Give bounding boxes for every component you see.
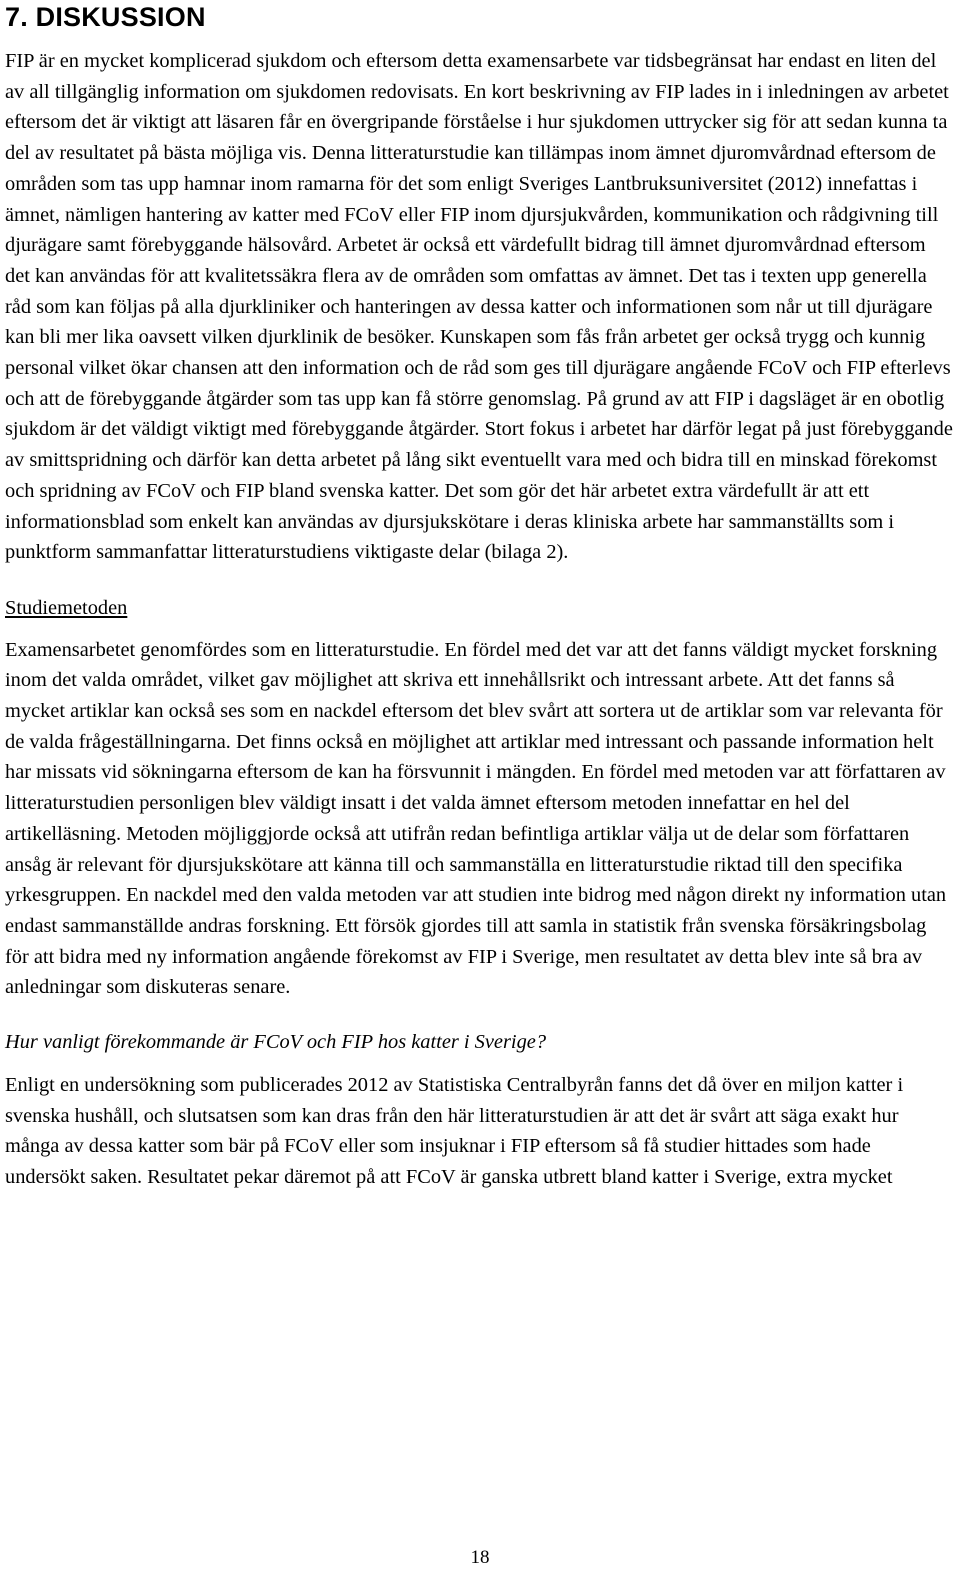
document-page: [5, 0, 955, 1193]
body-paragraph-prevalence: Enligt en undersökning som publicerades 2012 av Statistiska Centralbyrån fanns det då över en miljon katter i svenska hushåll, och slutsatsen som kan dras från den här litteraturstudien är att det är svårt att säga exakt hur många av dessa katter som bär på FCoV eller som insjuknar i FIP eftersom så få studier hittades som hade undersökt saken. Resultatet pekar däremot på att FCoV är ganska utbrett bland katter i Sverige, extra mycket: [5, 1073, 904, 1188]
body-paragraph-method: Examensarbetet genomfördes som en litteraturstudie. En fördel med det var att det fanns väldigt mycket forskning inom det valda området, vilket gav möjlighet att skriva ett innehållsrikt och intressant arbete. Att det fanns så mycket artiklar kan också ses som en nackdel eftersom det blev svårt att sortera ut de artiklar som var relevanta för de valda frågeställningarna. Det finns också en möjlighet att artiklar med intressant och passande information helt har missats vid sökningarna eftersom de kan ha försvunnit i mängden. En fördel med metoden var att författaren av litteraturstudien personligen blev väldigt insatt i det valda ämnet eftersom metoden innefattar en hel del artikelläsning. Metoden möjliggjorde också att utifrån redan befintliga artiklar välja ut de delar som författaren ansåg är relevant för djursjukskötare att känna till och sammanställa en litteraturstudie riktad till den specifika yrkesgruppen. En nackdel med den valda metoden var att studien inte bidrog med någon direkt ny information utan endast sammanställde andras forskning. Ett försök gjordes till att samla in statistik från svenska försäkringsbolag för att bidra med ny information angående förekomst av FIP i Sverige, men resultatet av detta blev inte så bra av anledningar som diskuteras senare.: [5, 638, 947, 999]
subheading-prevalence-question: Hur vanligt förekommande är FCoV och FIP hos katter i Sverige?: [5, 1031, 547, 1054]
section-heading: 7. DISKUSSION: [5, 2, 206, 32]
subheading-study-method: Studiemetoden: [5, 596, 128, 619]
body-paragraph-intro: FIP är en mycket komplicerad sjukdom och eftersom detta examensarbete var tidsbegränsat har endast en liten del av all tillgänglig information om sjukdomen redovisats. En kort beskrivning av FIP lades in i inledningen av arbetet eftersom det är viktigt att läsaren får en övergripande förståelse i hur sjukdomen uttrycker sig för att sedan kunna ta del av resultatet på bästa möjliga vis. Denna litteraturstudie kan tillämpas inom ämnet djuromvårdnad eftersom de områden som tas upp hamnar inom ramarna för det som enligt Sveriges Lantbruksuniversitet (2012) innefattas i ämnet, nämligen hantering av katter med FCoV eller FIP inom djursjukvården, kommunikation och rådgivning till djurägare samt förebyggande hälsovård. Arbetet är också ett värdefullt bidrag till ämnet djuromvårdnad eftersom det kan användas för att kvalitetssäkra flera av de områden som omfattas av ämnet. Det tas i texten upp generella råd som kan följas på alla djurkliniker och hanteringen av dessa katter och informationen som når ut till djurägare kan bli mer lika oavsett vilken djurklinik de besöker. Kunskapen som fås från arbetet ger också trygg och kunnig personal vilket ökar chansen att den information och de råd som ges till djurägare angående FCoV och FIP efterlevs och att de förebyggande åtgärder som tas upp kan få större genomslag. På grund av att FIP i dagsläget är en obotlig sjukdom är det väldigt viktigt med förebyggande åtgärder. Stort fokus i arbetet har därför legat på just förebyggande av smittspridning och därför kan detta arbetet på lång sikt eventuellt vara med och bidra till en minskad förekomst och spridning av FCoV och FIP bland svenska katter. Det som gör det här arbetet extra värdefullt är att ett informationsblad som enkelt kan användas av djursjukskötare i deras kliniska arbete har sammanställts som i punktform sammanfattar litteraturstudiens viktigaste delar (bilaga 2).: [5, 50, 953, 564]
page-number: 18: [470, 1547, 490, 1568]
